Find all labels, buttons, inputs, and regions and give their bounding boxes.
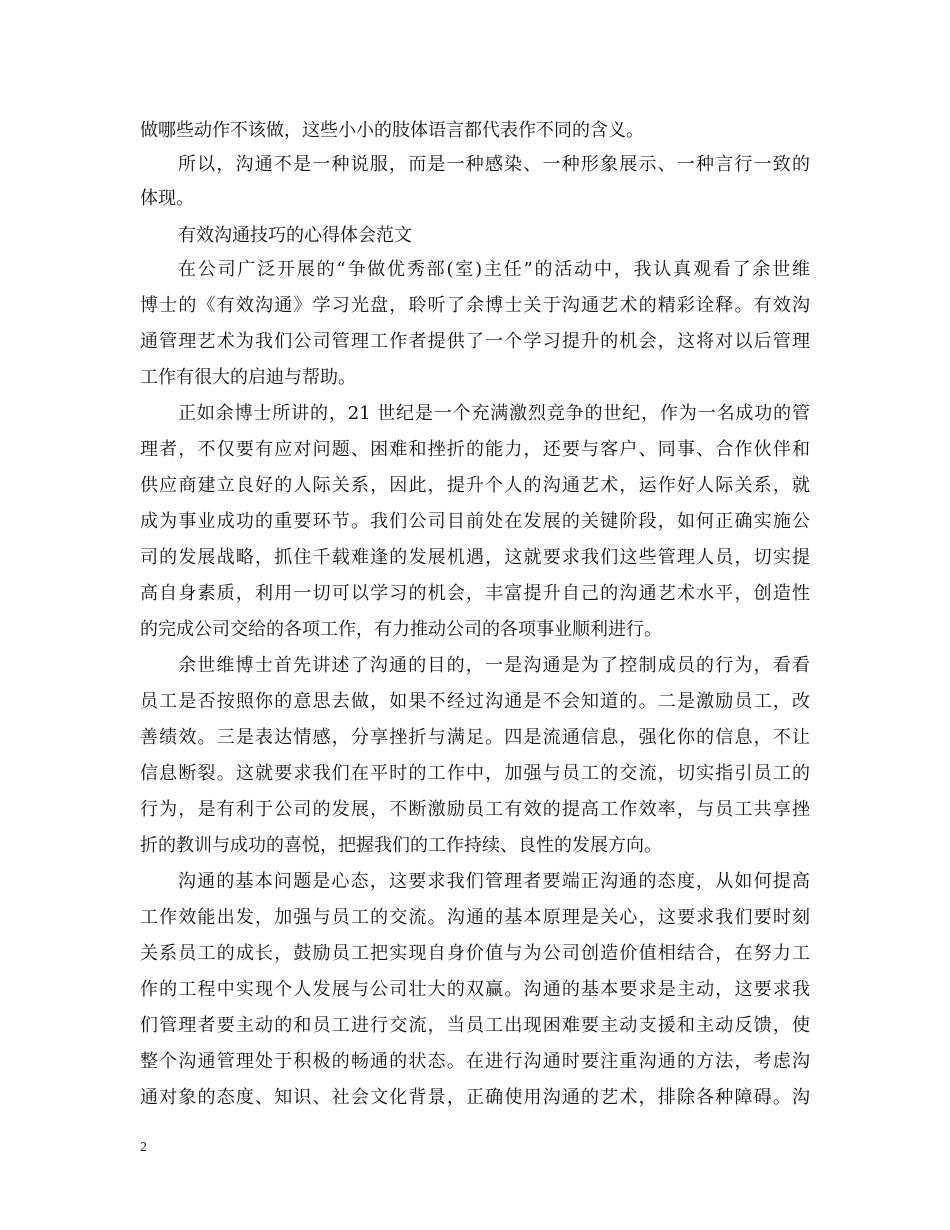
text-line: 工作有很大的启迪与帮助。 bbox=[140, 367, 356, 388]
text-line: 所以，沟通不是一种说服，而是一种感染、一种形象展示、一种言行一致的 bbox=[178, 154, 810, 175]
page-number: 2 bbox=[140, 1140, 147, 1155]
text-line: 善绩效。三是表达情感，分享挫折与满足。四是流通信息，强化你的信息，不让 bbox=[140, 727, 810, 748]
text-line: 行为，是有利于公司的发展，不断激励员工有效的提高工作效率，与员工共享挫 bbox=[140, 799, 810, 820]
text-line: 工作效能出发，加强与员工的交流。沟通的基本原理是关心，这要求我们要时刻 bbox=[140, 907, 810, 928]
text-line: 做哪些动作不该做，这些小小的肢体语言都代表作不同的含义。 bbox=[140, 120, 644, 141]
text-line: 在公司广泛开展的“争做优秀部(室)主任”的活动中，我认真观看了余世维 bbox=[178, 259, 810, 280]
text-line: 博士的《有效沟通》学习光盘，聆听了余博士关于沟通艺术的精彩诠释。有效沟 bbox=[140, 295, 810, 316]
text-line: 关系员工的成长，鼓励员工把实现自身价值与为公司创造价值相结合，在努力工 bbox=[140, 943, 810, 964]
text-line: 司的发展战略，抓住千载难逢的发展机遇，这就要求我们这些管理人员，切实提 bbox=[140, 547, 810, 568]
text-line: 成为事业成功的重要环节。我们公司目前处在发展的关键阶段，如何正确实施公 bbox=[140, 511, 810, 532]
text-line: 整个沟通管理处于积极的畅通的状态。在进行沟通时要注重沟通的方法，考虑沟 bbox=[140, 1051, 810, 1072]
text-line: 高自身素质，利用一切可以学习的机会，丰富提升自己的沟通艺术水平，创造性 bbox=[140, 583, 810, 604]
text-line: 余世维博士首先讲述了沟通的目的，一是沟通是为了控制成员的行为，看看 bbox=[178, 655, 810, 676]
section-heading: 有效沟通技巧的心得体会范文 bbox=[178, 225, 412, 246]
text-line: 作的工程中实现个人发展与公司壮大的双赢。沟通的基本要求是主动，这要求我 bbox=[140, 979, 810, 1000]
text-line: 正如余博士所讲的，21 世纪是一个充满激烈竞争的世纪，作为一名成功的管 bbox=[178, 403, 810, 424]
text-line: 折的教训与成功的喜悦，把握我们的工作持续、良性的发展方向。 bbox=[140, 835, 662, 856]
text-line: 员工是否按照你的意思去做，如果不经过沟通是不会知道的。二是激励员工，改 bbox=[140, 691, 810, 712]
text-line: 们管理者要主动的和员工进行交流，当员工出现困难要主动支援和主动反馈，使 bbox=[140, 1015, 810, 1036]
text-line: 信息断裂。这就要求我们在平时的工作中，加强与员工的交流，切实指引员工的 bbox=[140, 763, 810, 784]
text-line: 沟通的基本问题是心态，这要求我们管理者要端正沟通的态度，从如何提高 bbox=[178, 871, 810, 892]
text-line: 的完成公司交给的各项工作，有力推动公司的各项事业顺利进行。 bbox=[140, 619, 662, 640]
text-line: 理者，不仅要有应对问题、困难和挫折的能力，还要与客户、同事、合作伙伴和 bbox=[140, 439, 810, 460]
text-line: 通管理艺术为我们公司管理工作者提供了一个学习提升的机会，这将对以后管理 bbox=[140, 331, 810, 352]
text-line: 供应商建立良好的人际关系，因此，提升个人的沟通艺术，运作好人际关系，就 bbox=[140, 475, 810, 496]
text-line: 通对象的态度、知识、社会文化背景，正确使用沟通的艺术，排除各种障碍。沟 bbox=[140, 1087, 810, 1108]
text-line: 体现。 bbox=[140, 188, 194, 209]
